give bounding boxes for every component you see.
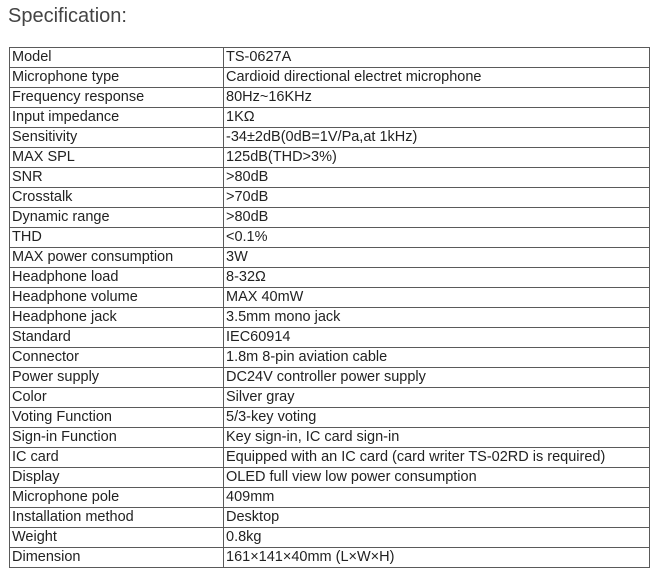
spec-value-cell: TS-0627A — [224, 48, 650, 68]
table-row — [10, 88, 650, 108]
table-row — [10, 468, 650, 488]
table-row — [10, 288, 650, 308]
spec-label-cell: Headphone jack — [10, 308, 224, 328]
spec-value-cell: 80Hz~16KHz — [224, 88, 650, 108]
spec-value-cell: Silver gray — [224, 388, 650, 408]
spec-value-cell: 8-32Ω — [224, 268, 650, 288]
spec-label-cell: SNR — [10, 168, 224, 188]
table-row — [10, 508, 650, 528]
spec-value-cell: 161×141×40mm (L×W×H) — [224, 548, 650, 568]
spec-value-cell: 3W — [224, 248, 650, 268]
spec-value-cell: OLED full view low power consumption — [224, 468, 650, 488]
specification-table — [9, 47, 650, 568]
spec-value-cell: 5/3-key voting — [224, 408, 650, 428]
table-row — [10, 408, 650, 428]
table-row — [10, 228, 650, 248]
spec-label-cell: Color — [10, 388, 224, 408]
spec-value-cell: -34±2dB(0dB=1V/Pa,at 1kHz) — [224, 128, 650, 148]
spec-label-cell: MAX power consumption — [10, 248, 224, 268]
spec-value-cell: 1.8m 8-pin aviation cable — [224, 348, 650, 368]
table-row — [10, 268, 650, 288]
spec-value-cell: >70dB — [224, 188, 650, 208]
spec-label-cell: Weight — [10, 528, 224, 548]
table-row — [10, 388, 650, 408]
table-row — [10, 528, 650, 548]
spec-label-cell: MAX SPL — [10, 148, 224, 168]
table-row — [10, 108, 650, 128]
spec-label-cell: Dynamic range — [10, 208, 224, 228]
spec-value-cell: DC24V controller power supply — [224, 368, 650, 388]
table-row — [10, 128, 650, 148]
spec-label-cell: Microphone pole — [10, 488, 224, 508]
spec-label-cell: IC card — [10, 448, 224, 468]
spec-value-cell: Desktop — [224, 508, 650, 528]
spec-value-cell: 0.8kg — [224, 528, 650, 548]
spec-value-cell: Cardioid directional electret microphone — [224, 68, 650, 88]
spec-label-cell: Crosstalk — [10, 188, 224, 208]
spec-value-cell: Equipped with an IC card (card writer TS-02RD is required) — [224, 448, 650, 468]
table-row — [10, 448, 650, 468]
table-row — [10, 548, 650, 568]
table-row — [10, 208, 650, 228]
table-row — [10, 188, 650, 208]
spec-label-cell: Dimension — [10, 548, 224, 568]
spec-label-cell: Standard — [10, 328, 224, 348]
spec-label-cell: Headphone load — [10, 268, 224, 288]
spec-value-cell: 1KΩ — [224, 108, 650, 128]
page-title: Specification: — [8, 5, 127, 27]
spec-label-cell: Power supply — [10, 368, 224, 388]
spec-label-cell: Voting Function — [10, 408, 224, 428]
spec-label-cell: Frequency response — [10, 88, 224, 108]
spec-label-cell: Display — [10, 468, 224, 488]
table-row — [10, 48, 650, 68]
spec-label-cell: Input impedance — [10, 108, 224, 128]
spec-label-cell: Connector — [10, 348, 224, 368]
spec-label-cell: Headphone volume — [10, 288, 224, 308]
table-row — [10, 328, 650, 348]
spec-label-cell: Sensitivity — [10, 128, 224, 148]
spec-value-cell: MAX 40mW — [224, 288, 650, 308]
spec-label-cell: Microphone type — [10, 68, 224, 88]
table-row — [10, 428, 650, 448]
spec-value-cell: 3.5mm mono jack — [224, 308, 650, 328]
spec-value-cell: Key sign-in, IC card sign-in — [224, 428, 650, 448]
spec-label-cell: Installation method — [10, 508, 224, 528]
table-row — [10, 368, 650, 388]
specification-table-body — [10, 48, 650, 568]
table-row — [10, 488, 650, 508]
table-row — [10, 148, 650, 168]
spec-label-cell: Sign-in Function — [10, 428, 224, 448]
spec-value-cell: IEC60914 — [224, 328, 650, 348]
spec-label-cell: Model — [10, 48, 224, 68]
spec-value-cell: >80dB — [224, 208, 650, 228]
table-row — [10, 348, 650, 368]
spec-value-cell: >80dB — [224, 168, 650, 188]
table-row — [10, 68, 650, 88]
spec-label-cell: THD — [10, 228, 224, 248]
table-row — [10, 168, 650, 188]
spec-value-cell: 409mm — [224, 488, 650, 508]
table-row — [10, 248, 650, 268]
spec-value-cell: 125dB(THD>3%) — [224, 148, 650, 168]
spec-value-cell: <0.1% — [224, 228, 650, 248]
table-row — [10, 308, 650, 328]
